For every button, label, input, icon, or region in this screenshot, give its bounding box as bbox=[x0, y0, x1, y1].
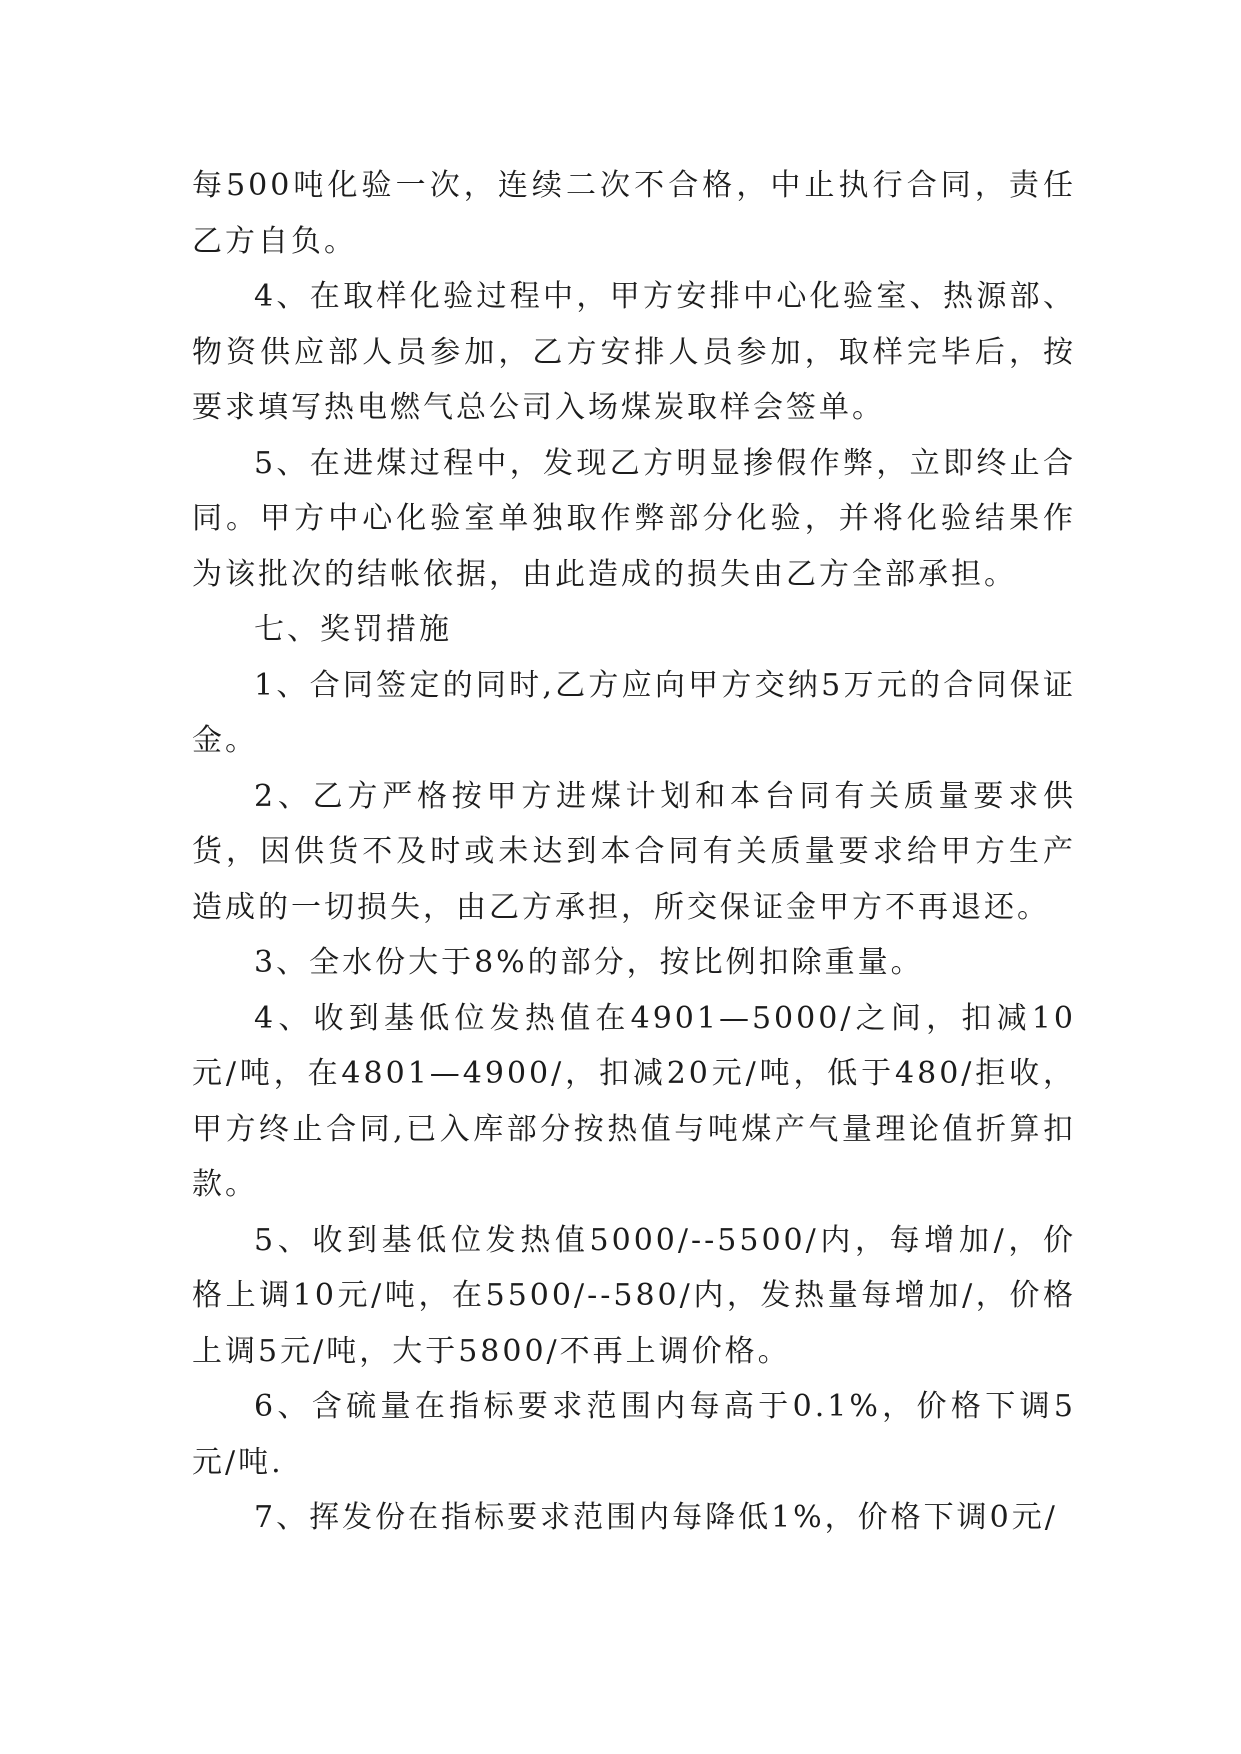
section-heading-rewards-penalties: 七、奖罚措施 bbox=[254, 612, 452, 647]
paragraph-item-4-sampling: 4、在取样化验过程中，甲方安排中心化验室、热源部、物资供应部人员参加，乙方安排人员参加，取样完毕后，按要求填写热电燃气总公司入场煤炭取样会签单。 bbox=[192, 279, 1076, 425]
paragraph-item-1-deposit: 1、合同签定的同时,乙方应向甲方交纳5万元的合同保证金。 bbox=[192, 667, 1076, 758]
paragraph-item-5-heat-bonus: 5、收到基低位发热值5000/--5500/内，每增加/，价格上调10元/吨，在5500/--580/内，发热量每增加/，价格上调5元/吨，大于5800/不再上调价格。 bbox=[192, 1222, 1076, 1369]
paragraph-item-6-sulfur: 6、含硫量在指标要求范围内每高于0.1%，价格下调5元/吨. bbox=[192, 1389, 1076, 1480]
document-page bbox=[192, 158, 1076, 1546]
paragraph-item-4-heat-deduction: 4、收到基低位发热值在4901—5000/之间，扣减10元/吨，在4801—4900/，扣减20元/吨，低于480/拒收，甲方终止合同,已入库部分按热值与吨煤产气量理论值折算扣款。 bbox=[192, 1000, 1076, 1202]
paragraph-item-5-fraud: 5、在进煤过程中，发现乙方明显掺假作弊，立即终止合同。甲方中心化验室单独取作弊部分化验，并将化验结果作为该批次的结帐依据，由此造成的损失由乙方全部承担。 bbox=[192, 445, 1076, 592]
paragraph-item-7-volatile: 7、挥发份在指标要求范围内每降低1%，价格下调0元/ bbox=[254, 1500, 1058, 1535]
paragraph-continuation: 每500吨化验一次，连续二次不合格，中止执行合同，责任乙方自负。 bbox=[192, 168, 1076, 259]
paragraph-item-2-supply: 2、乙方严格按甲方进煤计划和本台同有关质量要求供货，因供货不及时或未达到本合同有关质量要求给甲方生产造成的一切损失，由乙方承担，所交保证金甲方不再退还。 bbox=[192, 778, 1076, 925]
paragraph-item-3-moisture: 3、全水份大于8%的部分，按比例扣除重量。 bbox=[254, 945, 924, 980]
